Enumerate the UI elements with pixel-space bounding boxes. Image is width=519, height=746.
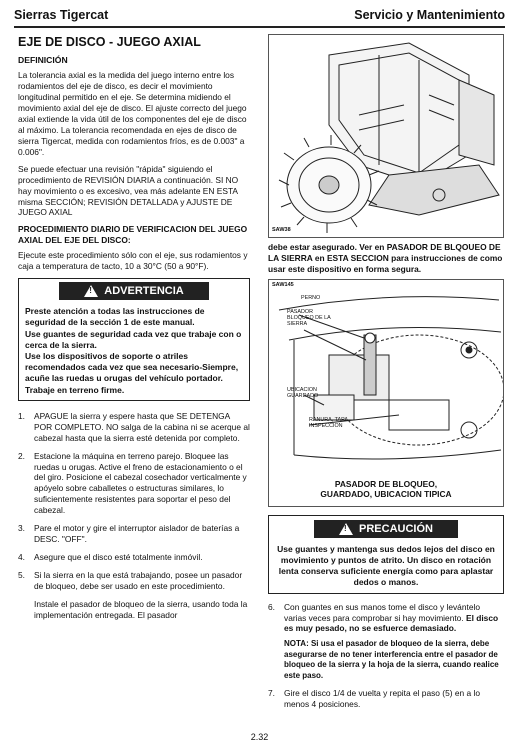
header-rule: [14, 26, 505, 28]
figure2-caption: [269, 479, 503, 500]
figure2-label: SAW145: [272, 281, 294, 288]
definition-paragraph: La tolerancia axial es la medida del juego interno entre los rodamientos del eje de disco, es decir el movimiento longitudinal permitido en el eje. Se determina midiendo el movimiento axial del eje de disco. El ajuste correcto del juego axial extiende la vida útil de los componentes del eje de disco al máximo. La tolerancia recomendada en ejes de disco de sierra Tigercat, medida con rodamientos fríos, es de 0.003" a 0.006".: [18, 70, 247, 157]
caption-line: PASADOR DE BLOQUEO,: [334, 478, 438, 489]
warning-text: [19, 306, 249, 400]
callout-pasador: PASADOR BLOQUEO DE LA SIERRA: [287, 308, 331, 327]
lock-pin-illustration: [269, 280, 503, 465]
step-text: APAGUE la sierra y espere hasta que SE DETENGA POR COMPLETO. NO salga de la cabina ni se acerque al cabezal hasta que la sierra esté detenida por completo.: [34, 410, 250, 443]
callout-perno: PERNO: [301, 294, 321, 301]
step-number: 4.: [18, 551, 25, 562]
step6-bold: El disco es muy pesado, no se esfuerce demasiado.: [284, 612, 499, 634]
warning-box: [18, 278, 250, 401]
temperature-paragraph: Ejecute este procedimiento sólo con el eje, sus rodamientos y caja a temperatura de tacto, 10 a 30°C (50 a 90°F).: [18, 250, 248, 272]
section-title: EJE DE DISCO - JUEGO AXIAL: [18, 35, 201, 49]
callout-ranura: RANURA, TAPA INSPECCION: [309, 416, 348, 429]
step-item: [18, 552, 250, 563]
continued-text: debe estar asegurado. Ver en PASADOR DE BLQOUEO DE LA SIERRA en ESTA SECCION para instrucciones de como usar este dispositivo en forma segura.: [268, 242, 503, 274]
warning-line: Trabaje en terreno firme.: [25, 384, 125, 395]
step-text: Gire el disco 1/4 de vuelta y repita el paso (5) en a lo menos 4 posiciones.: [284, 687, 480, 709]
warning-line: Preste atención a todas las instrucciones de seguridad de la sección 1 de este manual.: [25, 306, 205, 328]
step-item: [18, 451, 250, 517]
step-text: Pare el motor y gire el interruptor aislador de baterías a DESC. "OFF".: [34, 523, 240, 545]
step-text: Estacione la máquina en terreno parejo. Bloquee las ruedas u orugas. Active el freno de estacionamiento o el del giro. Posicione el cabezal cosechador verticalmente y apóyelo sobre caballetes o estructuras similares, lo suficientemente resistentes para soportar el peso del cabezal.: [34, 450, 247, 516]
saw-head-illustration: [269, 35, 503, 235]
caution-box: [268, 515, 504, 594]
caution-banner: [314, 520, 458, 538]
left-column: [18, 34, 250, 621]
caution-label: PRECAUCIÓN: [359, 522, 433, 535]
definition-heading: DEFINICIÓN: [18, 55, 68, 66]
right-column: [268, 34, 504, 717]
step-text: Asegure que el disco esté totalmente inmóvil.: [34, 551, 203, 562]
warning-line: Use los dispositivos de soporte o atriles recomendados cada vez que sea necesario-Siempre, acuñe las ruedas u orugas del vehículo portador.: [25, 350, 239, 384]
nota: NOTA: Si usa el pasador de bloqueo de la sierra, debe asegurarse de no tener interferencia entre el pasador de bloqueo de la sierra y la hoja de la sierra, cuando realice este paso.: [284, 639, 499, 680]
page-header: [14, 8, 505, 26]
step-text: [284, 602, 504, 681]
step-number: 5.: [18, 569, 25, 580]
saw-head-figure: [268, 34, 504, 238]
step5-subtext: Instale el pasador de bloqueo de la sierra, usando toda la implementación entregada. El pasador: [34, 598, 248, 620]
steps-list-right: [268, 602, 504, 710]
warning-line: Use guantes de seguridad cada vez que trabaje con o cerca de la sierra.: [25, 328, 242, 350]
steps-list: [18, 411, 250, 592]
step6-text: Con guantes en sus manos tome el disco y levántelo varias veces para comprobar si hay movimiento.: [284, 601, 480, 623]
step-item: [18, 570, 250, 592]
step-item: [268, 602, 504, 681]
step-number: 2.: [18, 450, 25, 461]
step-item: [18, 523, 250, 545]
header-left: Sierras Tigercat: [14, 8, 109, 22]
caption-line: GUARDADO, UBICACION TIPICA: [320, 489, 452, 500]
step-number: 7.: [268, 687, 275, 698]
figure1-label: SAW38: [272, 226, 291, 233]
header-right: Servicio y Mantenimiento: [354, 8, 505, 22]
warning-triangle-icon: !: [84, 285, 98, 297]
callout-ubicacion: UBICACION GUARDADO: [287, 386, 319, 399]
lock-pin-figure: [268, 279, 504, 507]
page-number: 2.32: [250, 732, 269, 742]
step-text: Si la sierra en la que está trabajando, posee un pasador de bloqueo, debe ser usado en este procedimiento.: [34, 569, 243, 591]
step-number: 6.: [268, 601, 275, 612]
warning-label: ADVERTENCIA: [104, 284, 184, 297]
step-item: [268, 688, 504, 710]
warning-banner: [59, 282, 209, 300]
step-number: 3.: [18, 523, 25, 534]
procedure-heading: PROCEDIMIENTO DIARIO DE VERIFICACION DEL JUEGO AXIAL DEL EJE DEL DISCO:: [18, 224, 248, 246]
caution-text: Use guantes y mantenga sus dedos lejos del disco en movimiento y puntos de atrito. Un disco en rotación lenta conserva suficiente energía como para aplastar dedos o manos.: [277, 543, 495, 588]
step-number: 1.: [18, 410, 25, 421]
caution-triangle-icon: !: [339, 523, 353, 535]
step-item: [18, 411, 250, 444]
quick-check-paragraph: Se puede efectuar una revisión "rápida" siguiendo el procedimiento de REVISIÓN DIARIA a continuación. SI NO hay movimiento o es excesivo, vea más adelante EN ESTA misma SECCIÓN; REVISIÓN DETALLADA y AJUSTE DE JUEGO AXIAL: [18, 163, 239, 218]
